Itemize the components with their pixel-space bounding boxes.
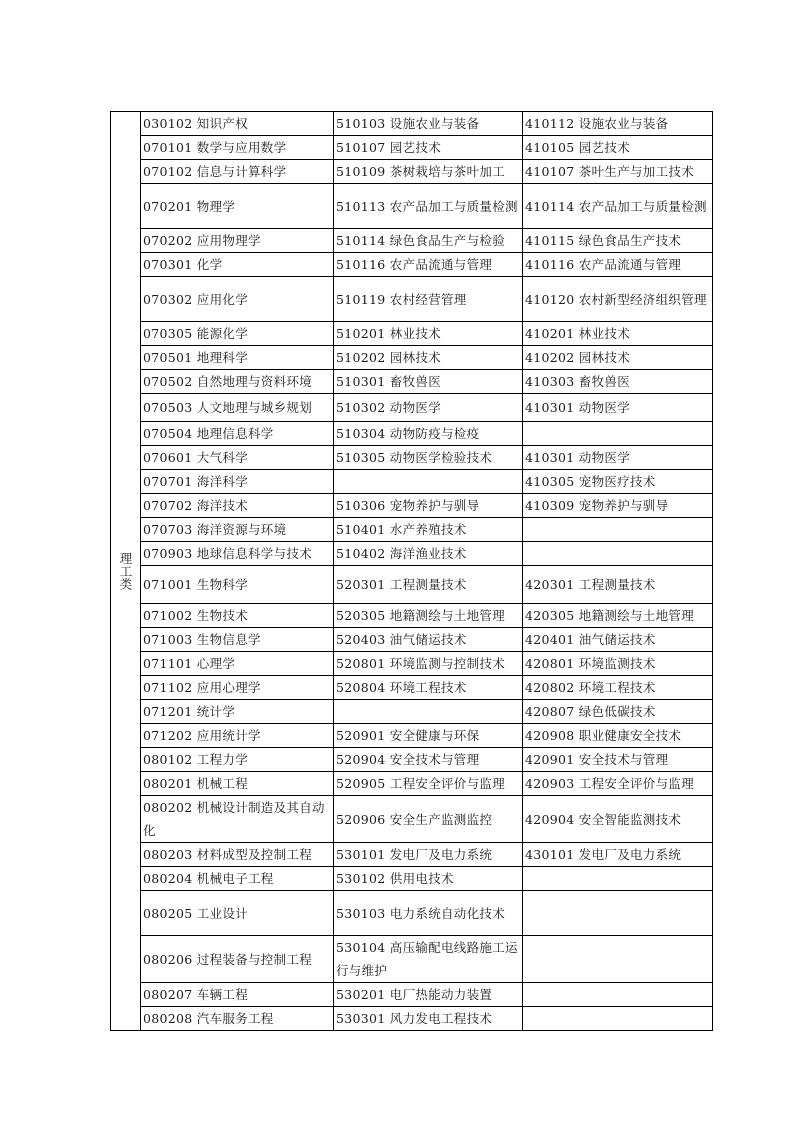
undergraduate-major-cell: 071001 生物科学 [141, 566, 334, 604]
undergraduate-major-cell: 071003 生物信息学 [141, 628, 334, 652]
vocational-major-cell: 510305 动物医学检验技术 [334, 446, 523, 470]
table-row [111, 370, 713, 394]
major-correspondence-table [110, 111, 713, 1031]
vocational-new-major-cell [523, 891, 713, 936]
table-row [111, 422, 713, 446]
undergraduate-major-cell: 070503 人文地理与城乡规划 [141, 394, 334, 422]
undergraduate-major-cell: 070201 物理学 [141, 184, 334, 229]
table-row [111, 160, 713, 184]
table-row [111, 446, 713, 470]
vocational-new-major-cell: 420908 职业健康安全技术 [523, 724, 713, 748]
undergraduate-major-cell: 070504 地理信息科学 [141, 422, 334, 446]
vocational-major-cell: 520801 环境监测与控制技术 [334, 652, 523, 676]
undergraduate-major-cell: 080206 过程装备与控制工程 [141, 936, 334, 983]
table-row [111, 136, 713, 160]
undergraduate-major-cell: 070702 海洋技术 [141, 494, 334, 518]
vocational-major-cell: 520804 环境工程技术 [334, 676, 523, 700]
vocational-major-cell: 510306 宠物养护与驯导 [334, 494, 523, 518]
table-row [111, 604, 713, 628]
table-row [111, 1007, 713, 1031]
vocational-major-cell: 510113 农产品加工与质量检测 [334, 184, 523, 229]
undergraduate-major-cell: 070903 地球信息科学与技术 [141, 542, 334, 566]
vocational-major-cell: 510119 农村经营管理 [334, 277, 523, 322]
undergraduate-major-cell: 070701 海洋科学 [141, 470, 334, 494]
vocational-major-cell: 530102 供用电技术 [334, 867, 523, 891]
table-row [111, 796, 713, 843]
undergraduate-major-cell: 080208 汽车服务工程 [141, 1007, 334, 1031]
undergraduate-major-cell: 070501 地理科学 [141, 346, 334, 370]
vocational-major-cell [334, 470, 523, 494]
vocational-new-major-cell: 420401 油气储运技术 [523, 628, 713, 652]
vocational-major-cell: 510301 畜牧兽医 [334, 370, 523, 394]
table-row [111, 277, 713, 322]
vocational-new-major-cell: 420305 地籍测绘与土地管理 [523, 604, 713, 628]
table-row [111, 700, 713, 724]
undergraduate-major-cell: 080201 机械工程 [141, 772, 334, 796]
table-body [111, 112, 713, 1031]
undergraduate-major-cell: 071002 生物技术 [141, 604, 334, 628]
vocational-new-major-cell [523, 936, 713, 983]
table-row [111, 229, 713, 253]
undergraduate-major-cell: 080202 机械设计制造及其自动化 [141, 796, 334, 843]
vocational-major-cell [334, 700, 523, 724]
table-row [111, 867, 713, 891]
vocational-major-cell: 510107 园艺技术 [334, 136, 523, 160]
vocational-new-major-cell: 410305 宠物医疗技术 [523, 470, 713, 494]
vocational-major-cell: 510114 绿色食品生产与检验 [334, 229, 523, 253]
vocational-new-major-cell [523, 1007, 713, 1031]
undergraduate-major-cell: 071201 统计学 [141, 700, 334, 724]
undergraduate-major-cell: 080205 工业设计 [141, 891, 334, 936]
vocational-new-major-cell: 420301 工程测量技术 [523, 566, 713, 604]
vocational-new-major-cell: 420901 安全技术与管理 [523, 748, 713, 772]
table-row [111, 184, 713, 229]
undergraduate-major-cell: 071202 应用统计学 [141, 724, 334, 748]
category-cell: 理工类 [111, 112, 141, 1031]
vocational-major-cell: 510302 动物医学 [334, 394, 523, 422]
vocational-new-major-cell [523, 983, 713, 1007]
vocational-new-major-cell: 410115 绿色食品生产技术 [523, 229, 713, 253]
vocational-major-cell: 530104 高压输配电线路施工运行与维护 [334, 936, 523, 983]
undergraduate-major-cell: 070102 信息与计算科学 [141, 160, 334, 184]
table-row [111, 772, 713, 796]
vocational-new-major-cell: 410105 园艺技术 [523, 136, 713, 160]
undergraduate-major-cell: 070305 能源化学 [141, 322, 334, 346]
table-row [111, 112, 713, 136]
vocational-new-major-cell: 410301 动物医学 [523, 394, 713, 422]
vocational-major-cell: 520901 安全健康与环保 [334, 724, 523, 748]
vocational-new-major-cell: 420802 环境工程技术 [523, 676, 713, 700]
vocational-new-major-cell: 410202 园林技术 [523, 346, 713, 370]
undergraduate-major-cell: 080207 车辆工程 [141, 983, 334, 1007]
vocational-new-major-cell: 420903 工程安全评价与监理 [523, 772, 713, 796]
table-row [111, 566, 713, 604]
vocational-new-major-cell: 420801 环境监测技术 [523, 652, 713, 676]
table-row [111, 470, 713, 494]
vocational-new-major-cell: 410303 畜牧兽医 [523, 370, 713, 394]
vocational-new-major-cell: 410114 农产品加工与质量检测 [523, 184, 713, 229]
vocational-major-cell: 520906 安全生产监测监控 [334, 796, 523, 843]
table-row [111, 346, 713, 370]
undergraduate-major-cell: 080204 机械电子工程 [141, 867, 334, 891]
undergraduate-major-cell: 030102 知识产权 [141, 112, 334, 136]
vocational-new-major-cell: 410116 农产品流通与管理 [523, 253, 713, 277]
vocational-major-cell: 510116 农产品流通与管理 [334, 253, 523, 277]
vocational-major-cell: 530301 风力发电工程技术 [334, 1007, 523, 1031]
vocational-major-cell: 510402 海洋渔业技术 [334, 542, 523, 566]
vocational-major-cell: 510202 园林技术 [334, 346, 523, 370]
undergraduate-major-cell: 080203 材料成型及控制工程 [141, 843, 334, 867]
table-row [111, 936, 713, 983]
vocational-new-major-cell: 420807 绿色低碳技术 [523, 700, 713, 724]
vocational-new-major-cell: 410309 宠物养护与驯导 [523, 494, 713, 518]
vocational-new-major-cell: 410301 动物医学 [523, 446, 713, 470]
table-row [111, 628, 713, 652]
undergraduate-major-cell: 070301 化学 [141, 253, 334, 277]
undergraduate-major-cell: 070302 应用化学 [141, 277, 334, 322]
vocational-new-major-cell: 420904 安全智能监测技术 [523, 796, 713, 843]
table-row [111, 253, 713, 277]
vocational-new-major-cell [523, 542, 713, 566]
table-row [111, 494, 713, 518]
table-row [111, 652, 713, 676]
vocational-major-cell: 530101 发电厂及电力系统 [334, 843, 523, 867]
vocational-new-major-cell [523, 867, 713, 891]
undergraduate-major-cell: 070703 海洋资源与环境 [141, 518, 334, 542]
vocational-new-major-cell [523, 518, 713, 542]
undergraduate-major-cell: 071102 应用心理学 [141, 676, 334, 700]
table-row [111, 322, 713, 346]
vocational-major-cell: 520301 工程测量技术 [334, 566, 523, 604]
vocational-major-cell: 520904 安全技术与管理 [334, 748, 523, 772]
vocational-major-cell: 520403 油气储运技术 [334, 628, 523, 652]
undergraduate-major-cell: 070601 大气科学 [141, 446, 334, 470]
vocational-major-cell: 520305 地籍测绘与土地管理 [334, 604, 523, 628]
vocational-major-cell: 530201 电厂热能动力装置 [334, 983, 523, 1007]
undergraduate-major-cell: 080102 工程力学 [141, 748, 334, 772]
vocational-new-major-cell: 410120 农村新型经济组织管理 [523, 277, 713, 322]
table-row [111, 518, 713, 542]
vocational-new-major-cell [523, 422, 713, 446]
vocational-major-cell: 520905 工程安全评价与监理 [334, 772, 523, 796]
vocational-major-cell: 510304 动物防疫与检疫 [334, 422, 523, 446]
vocational-new-major-cell: 410201 林业技术 [523, 322, 713, 346]
vocational-new-major-cell: 410107 茶叶生产与加工技术 [523, 160, 713, 184]
undergraduate-major-cell: 071101 心理学 [141, 652, 334, 676]
undergraduate-major-cell: 070101 数学与应用数学 [141, 136, 334, 160]
table-row [111, 891, 713, 936]
table-row [111, 394, 713, 422]
table-row [111, 748, 713, 772]
table-row [111, 676, 713, 700]
vocational-major-cell: 510401 水产养殖技术 [334, 518, 523, 542]
table-row [111, 724, 713, 748]
undergraduate-major-cell: 070202 应用物理学 [141, 229, 334, 253]
vocational-major-cell: 510103 设施农业与装备 [334, 112, 523, 136]
table-row [111, 542, 713, 566]
vocational-major-cell: 510109 茶树栽培与茶叶加工 [334, 160, 523, 184]
vocational-new-major-cell: 430101 发电厂及电力系统 [523, 843, 713, 867]
table-row [111, 843, 713, 867]
table-row [111, 983, 713, 1007]
undergraduate-major-cell: 070502 自然地理与资料环境 [141, 370, 334, 394]
vocational-new-major-cell: 410112 设施农业与装备 [523, 112, 713, 136]
vocational-major-cell: 530103 电力系统自动化技术 [334, 891, 523, 936]
vocational-major-cell: 510201 林业技术 [334, 322, 523, 346]
